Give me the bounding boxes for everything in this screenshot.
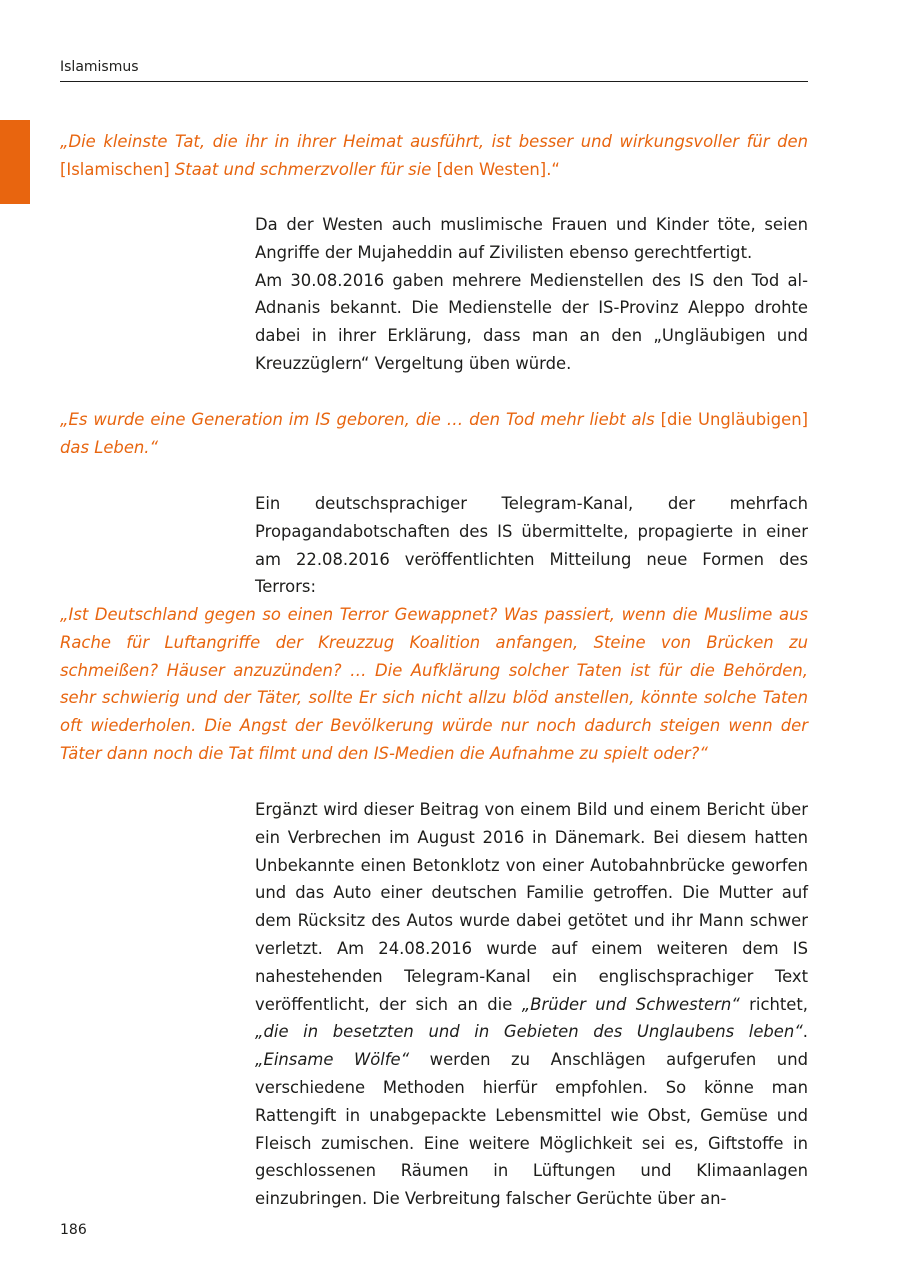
body-text: richtet, <box>739 994 808 1014</box>
body-block-1 <box>255 211 808 378</box>
quote-text: „Die kleinste Tat, die ihr in ihrer Heimat ausführt, ist besser und wirkungsvoller für den <box>60 132 808 151</box>
inline-quote: „Einsame Wölfe“ <box>255 1050 410 1070</box>
header-divider <box>60 81 808 82</box>
quote-text: „Ist Deutschland gegen so einen Terror Gewappnet? Was passiert, wenn die Muslime aus Rache für Luftangriffe der Kreuzzug Koalition anfangen, Steine von Brücken zu schmeißen? Häuser anzuzünden? … Die Aufklärung solcher Taten ist für die Behörden, sehr schwierig und der Täter, sollte Er sich nicht allzu blöd anstellen, könnte solche Taten oft wiederholen. Die Angst der Bevölkerung würde nur noch dadurch steigen wenn der Täter dann noch die Tat filmt und den IS-Medien die Aufnahme zu spielt oder?“ <box>60 605 808 763</box>
quote-text: das Leben.“ <box>60 437 158 457</box>
body-text: Ergänzt wird dieser Beitrag von einem Bild und einem Bericht über ein Verbrechen im August 2016 in Dänemark. Bei diesem hatten Unbekannte einen Betonklotz von einer Autobahnbrücke geworfen und das Auto einer deutschen Familie getroffen. Die Mutter auf dem Rücksitz des Autos wurde dabei getötet und ihr Mann schwer verletzt. Am 24.08.2016 wurde auf einem weiteren dem IS nahestehenden Telegram-Kanal ein englischsprachiger Text veröffentlicht, der sich an die <box>255 800 808 1014</box>
body-text: . <box>802 1022 808 1042</box>
body-text: werden zu Anschlägen aufgerufen und verschiedene Methoden hierfür empfohlen. So könne man Rattengift in unabgepackte Lebensmittel wie Obst, Gemüse und Fleisch zumischen. Eine weitere Möglichkeit sei es, Giftstoffe in geschlossenen Räumen in Lüftungen und Klimaanlagen einzubringen. Die Verbreitung falscher Gerüchte über an- <box>255 1050 808 1209</box>
quote-insertion: [die Ungläubigen] <box>660 410 808 429</box>
quote-insertion: [den Westen].“ <box>436 159 560 179</box>
quote-insertion: [Islamischen] <box>60 159 175 179</box>
quote-text: „Es wurde eine Generation im IS geboren, die … den Tod mehr liebt als <box>60 410 661 429</box>
paragraph: Am 30.08.2016 gaben mehrere Medienstellen des IS den Tod al-Adnanis bekannt. Die Medienstelle der IS-Provinz Aleppo drohte dabei in ihrer Erklärung, dass man an den „Ungläubigen und Kreuzzüglern“ Vergeltung üben würde. <box>255 270 808 373</box>
inline-quote: „Brüder und Schwestern“ <box>521 994 740 1014</box>
body-block-3 <box>255 796 808 1213</box>
quote-block-1 <box>60 128 808 184</box>
running-header: Islamismus <box>60 59 139 75</box>
inline-quote: „die in besetzten und in Gebieten des Unglaubens leben“ <box>255 1022 803 1042</box>
body-block-2: Ein deutschsprachiger Telegram-Kanal, der mehrfach Propagandabotschaften des IS übermittelte, propagierte in einer am 22.08.2016 veröffentlichten Mitteilung neue Formen des Terrors: <box>255 494 808 597</box>
page-number: 186 <box>60 1222 87 1238</box>
paragraph: Da der Westen auch muslimische Frauen und Kinder töte, seien Angriffe der Mujaheddin auf Zivilisten ebenso gerechtfertigt. <box>255 215 808 262</box>
quote-block-2 <box>60 406 808 462</box>
chapter-marker-tab <box>0 120 30 204</box>
quote-text: Staat und schmerzvoller für sie <box>174 159 437 179</box>
quote-block-3 <box>60 601 808 768</box>
